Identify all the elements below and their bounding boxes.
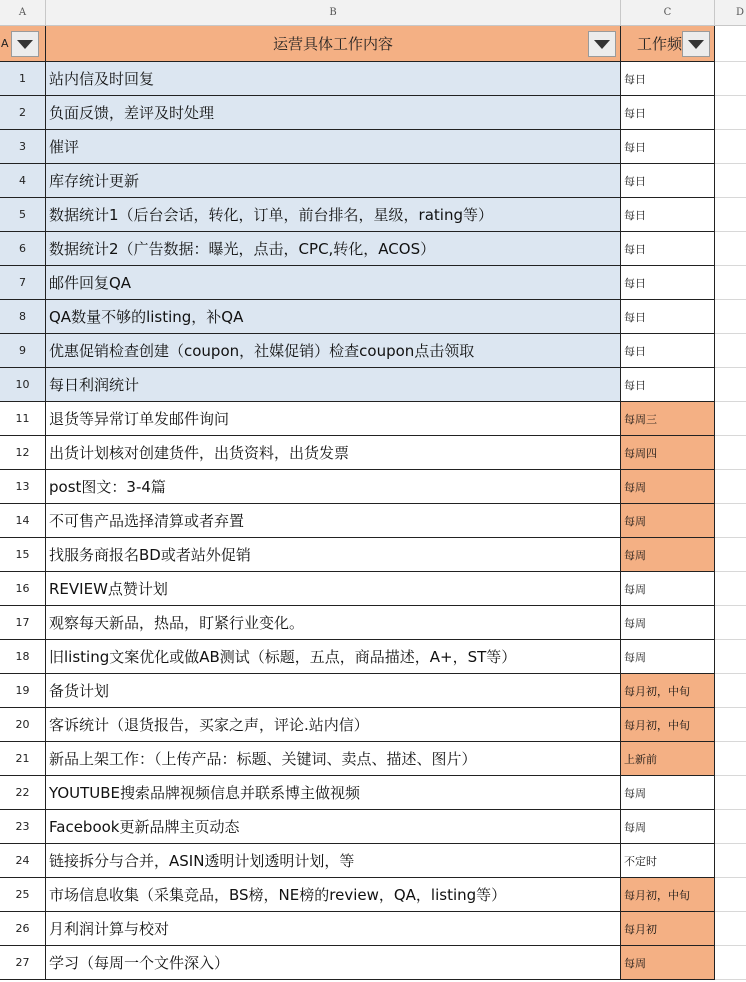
empty-cell[interactable]: [715, 708, 746, 742]
row-number-cell[interactable]: 27: [0, 946, 46, 980]
frequency-cell[interactable]: 每月初: [621, 912, 715, 946]
row-number-cell[interactable]: 11: [0, 402, 46, 436]
frequency-cell[interactable]: 每日: [621, 96, 715, 130]
frequency-cell[interactable]: 每日: [621, 130, 715, 164]
task-cell[interactable]: 出货计划核对创建货件，出货资料，出货发票: [46, 436, 621, 470]
table-row: [0, 572, 746, 606]
frequency-cell[interactable]: 每周: [621, 606, 715, 640]
task-cell[interactable]: 站内信及时回复: [46, 62, 621, 96]
task-cell[interactable]: 每日利润统计: [46, 368, 621, 402]
row-number-cell[interactable]: 20: [0, 708, 46, 742]
row-number-cell[interactable]: 13: [0, 470, 46, 504]
frequency-cell[interactable]: 每周四: [621, 436, 715, 470]
empty-cell[interactable]: [715, 776, 746, 810]
row-number-cell[interactable]: 6: [0, 232, 46, 266]
table-row: [0, 844, 746, 878]
task-cell[interactable]: 邮件回复QA: [46, 266, 621, 300]
table-row: [0, 232, 746, 266]
frequency-cell[interactable]: 每周: [621, 640, 715, 674]
frequency-cell[interactable]: 每日: [621, 198, 715, 232]
empty-cell[interactable]: [715, 334, 746, 368]
task-cell[interactable]: 找服务商报名BD或者站外促销: [46, 538, 621, 572]
table-row: [0, 946, 746, 980]
empty-cell[interactable]: [715, 810, 746, 844]
empty-cell[interactable]: [715, 470, 746, 504]
task-cell[interactable]: 链接拆分与合并，ASIN透明计划透明计划，等: [46, 844, 621, 878]
row-number-cell[interactable]: 24: [0, 844, 46, 878]
empty-cell[interactable]: [715, 164, 746, 198]
row-number-cell[interactable]: 5: [0, 198, 46, 232]
table-row: [0, 368, 746, 402]
row-number-cell[interactable]: 26: [0, 912, 46, 946]
empty-cell[interactable]: [715, 878, 746, 912]
empty-cell[interactable]: [715, 232, 746, 266]
frequency-cell[interactable]: 每日: [621, 62, 715, 96]
task-cell[interactable]: 新品上架工作：（上传产品：标题、关键词、卖点、描述、图片）: [46, 742, 621, 776]
empty-cell[interactable]: [715, 436, 746, 470]
frequency-cell[interactable]: 每日: [621, 164, 715, 198]
row-number-cell[interactable]: 18: [0, 640, 46, 674]
column-header-c[interactable]: C: [621, 0, 715, 26]
table-row: [0, 878, 746, 912]
column-header-b[interactable]: B: [46, 0, 621, 26]
row-number-cell[interactable]: 15: [0, 538, 46, 572]
task-cell[interactable]: 数据统计2（广告数据：曝光，点击，CPC,转化，ACOS）: [46, 232, 621, 266]
empty-cell[interactable]: [715, 912, 746, 946]
row-number-cell[interactable]: 22: [0, 776, 46, 810]
task-cell[interactable]: Facebook更新品牌主页动态: [46, 810, 621, 844]
table-row: [0, 96, 746, 130]
row-number-cell[interactable]: 12: [0, 436, 46, 470]
frequency-cell[interactable]: 每日: [621, 334, 715, 368]
table-row: [0, 674, 746, 708]
frequency-cell[interactable]: 每周: [621, 946, 715, 980]
row-number-cell[interactable]: 7: [0, 266, 46, 300]
table-row: [0, 776, 746, 810]
row-number-cell[interactable]: 16: [0, 572, 46, 606]
table-row: [0, 640, 746, 674]
header-title: 运营具体工作内容: [272, 35, 393, 53]
table-row: [0, 164, 746, 198]
empty-cell[interactable]: [715, 946, 746, 980]
empty-cell[interactable]: [715, 640, 746, 674]
row-number-cell[interactable]: 17: [0, 606, 46, 640]
frequency-cell[interactable]: 每周: [621, 504, 715, 538]
task-cell[interactable]: 市场信息收集（采集竞品，BS榜，NE榜的review，QA，listing等）: [46, 878, 621, 912]
empty-cell[interactable]: [715, 504, 746, 538]
table-row: [0, 470, 746, 504]
task-cell[interactable]: 优惠促销检查创建（coupon，社媒促销）检查coupon点击领取: [46, 334, 621, 368]
row-number-cell[interactable]: 14: [0, 504, 46, 538]
header-cell-frequency[interactable]: 工作频: [621, 26, 715, 62]
row-number-cell[interactable]: 4: [0, 164, 46, 198]
column-header-d[interactable]: D: [715, 0, 746, 26]
empty-cell[interactable]: [715, 368, 746, 402]
table-row: [0, 130, 746, 164]
table-row: [0, 810, 746, 844]
header-cell-d[interactable]: [715, 26, 746, 62]
empty-cell[interactable]: [715, 572, 746, 606]
task-cell[interactable]: 旧listing文案优化或做AB测试（标题，五点，商品描述，A+，ST等）: [46, 640, 621, 674]
row-number-cell[interactable]: 10: [0, 368, 46, 402]
frequency-cell[interactable]: 每日: [621, 232, 715, 266]
frequency-cell[interactable]: 每周: [621, 470, 715, 504]
row-number-cell[interactable]: 3: [0, 130, 46, 164]
frequency-cell[interactable]: 每周: [621, 810, 715, 844]
table-row: [0, 504, 746, 538]
task-cell[interactable]: QA数量不够的listing，补QA: [46, 300, 621, 334]
header-cell-task[interactable]: [46, 26, 621, 62]
frequency-cell[interactable]: 每月初，中旬: [621, 878, 715, 912]
task-cell[interactable]: 数据统计1（后台会话，转化，订单，前台排名，星级，rating等）: [46, 198, 621, 232]
frequency-cell[interactable]: 每日: [621, 368, 715, 402]
table-row: [0, 708, 746, 742]
row-number-cell[interactable]: 2: [0, 96, 46, 130]
task-cell[interactable]: 负面反馈，差评及时处理: [46, 96, 621, 130]
frequency-cell[interactable]: 不定时: [621, 844, 715, 878]
empty-cell[interactable]: [715, 674, 746, 708]
table-row: [0, 300, 746, 334]
frequency-cell[interactable]: 每周三: [621, 402, 715, 436]
table-row: [0, 436, 746, 470]
empty-cell[interactable]: [715, 538, 746, 572]
dropdown-filter-icon[interactable]: [682, 31, 710, 57]
empty-cell[interactable]: [715, 130, 746, 164]
table-row: [0, 334, 746, 368]
task-cell[interactable]: 库存统计更新: [46, 164, 621, 198]
frequency-cell[interactable]: 每周: [621, 538, 715, 572]
table-row: [0, 538, 746, 572]
task-cell[interactable]: 不可售产品选择清算或者弃置: [46, 504, 621, 538]
frequency-cell[interactable]: 每周: [621, 572, 715, 606]
task-cell[interactable]: post图文：3-4篇: [46, 470, 621, 504]
task-cell[interactable]: REVIEW点赞计划: [46, 572, 621, 606]
empty-cell[interactable]: [715, 742, 746, 776]
frequency-cell[interactable]: 每月初，中旬: [621, 708, 715, 742]
table-row: [0, 742, 746, 776]
empty-cell[interactable]: [715, 198, 746, 232]
frequency-cell[interactable]: 上新前: [621, 742, 715, 776]
table-row: [0, 606, 746, 640]
column-header-a[interactable]: A: [0, 0, 46, 26]
task-cell[interactable]: 备货计划: [46, 674, 621, 708]
empty-cell[interactable]: [715, 266, 746, 300]
frequency-cell[interactable]: 每月初，中旬: [621, 674, 715, 708]
row-number-cell[interactable]: 25: [0, 878, 46, 912]
row-number-cell[interactable]: 19: [0, 674, 46, 708]
table-row: [0, 266, 746, 300]
empty-cell[interactable]: [715, 606, 746, 640]
frequency-cell[interactable]: 每日: [621, 300, 715, 334]
table-row: [0, 62, 746, 96]
task-cell[interactable]: 月利润计算与校对: [46, 912, 621, 946]
frequency-cell[interactable]: 每日: [621, 266, 715, 300]
row-number-cell[interactable]: 1: [0, 62, 46, 96]
task-cell[interactable]: 退货等异常订单发邮件询问: [46, 402, 621, 436]
task-cell[interactable]: 学习（每周一个文件深入）: [46, 946, 621, 980]
frequency-cell[interactable]: 每周: [621, 776, 715, 810]
row-number-cell[interactable]: 23: [0, 810, 46, 844]
empty-cell[interactable]: [715, 96, 746, 130]
dropdown-filter-icon[interactable]: [588, 31, 616, 57]
row-number-cell[interactable]: 21: [0, 742, 46, 776]
table-row: [0, 402, 746, 436]
empty-cell[interactable]: [715, 62, 746, 96]
table-row: [0, 198, 746, 232]
empty-cell[interactable]: [715, 402, 746, 436]
table-row: [0, 912, 746, 946]
task-cell[interactable]: YOUTUBE搜索品牌视频信息并联系博主做视频: [46, 776, 621, 810]
header-cell-a[interactable]: A: [0, 26, 46, 62]
dropdown-filter-icon[interactable]: [11, 31, 39, 57]
empty-cell[interactable]: [715, 844, 746, 878]
row-number-cell[interactable]: 8: [0, 300, 46, 334]
row-number-cell[interactable]: 9: [0, 334, 46, 368]
task-cell[interactable]: 观察每天新品，热品，盯紧行业变化。: [46, 606, 621, 640]
empty-cell[interactable]: [715, 300, 746, 334]
task-cell[interactable]: 客诉统计（退货报告，买家之声，评论.站内信）: [46, 708, 621, 742]
task-cell[interactable]: 催评: [46, 130, 621, 164]
